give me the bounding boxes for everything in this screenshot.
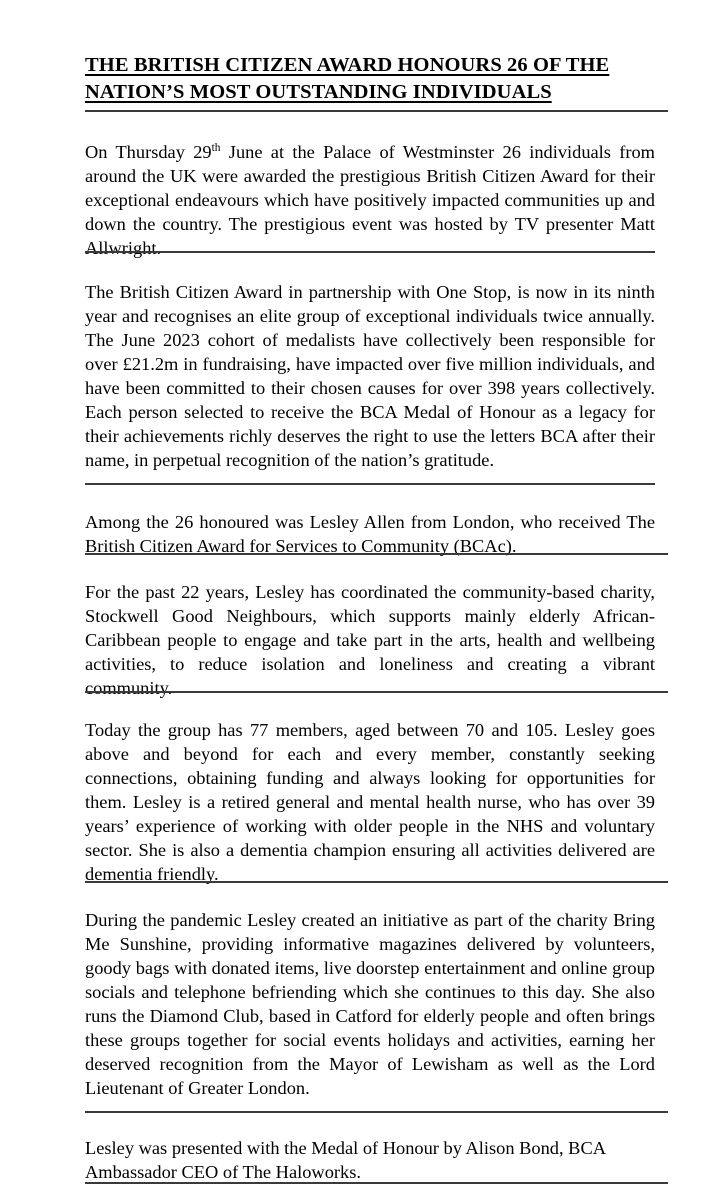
paragraph-7: Lesley was presented with the Medal of Honour by Alison Bond, BCA Ambassador CEO of The Haloworks. [85, 1138, 605, 1182]
paragraph-2-divider [85, 483, 655, 485]
paragraph-6-divider [85, 1111, 668, 1113]
ordinal-suffix: th [211, 141, 221, 154]
title-divider [85, 110, 668, 112]
paragraph-1-body: June at the Palace of Westminster 26 individuals from around the UK were awarded the prestigious British Citizen Award for their exceptional endeavours which have positively impacted communities up and down the country. The prestigious event was hosted by TV presenter Matt Allwright. [85, 142, 655, 258]
paragraph-6: During the pandemic Lesley created an initiative as part of the charity Bring Me Sunshine, providing informative magazines delivered by volunteers, goody bags with donated items, live doorstep entertainment and online group socials and telephone befriending which she continues to this day. She also runs the Diamond Club, based in Catford for elderly people and often brings these groups together for social events holidays and activities, earning her deserved recognition from the Mayor of Lewisham as well as the Lord Lieutenant of Greater London. [85, 910, 655, 1098]
paragraph-1 [85, 140, 655, 260]
paragraph-4-divider [85, 691, 668, 693]
paragraph-1-divider [85, 251, 655, 253]
page-title: THE BRITISH CITIZEN AWARD HONOURS 26 OF THE NATION’S MOST OUTSTANDING INDIVIDUALS [85, 54, 610, 103]
paragraph-5-divider [85, 881, 668, 883]
paragraph-7-divider [85, 1182, 668, 1184]
paragraph-3: Among the 26 honoured was Lesley Allen from London, who received The British Citizen Award for Services to Community (BCAc). [85, 512, 655, 556]
paragraph-2: The British Citizen Award in partnership with One Stop, is now in its ninth year and recognises an elite group of exceptional individuals twice annually. The June 2023 cohort of medalists have collectively been responsible for over £21.2m in fundraising, have impacted over five million individuals, and have been committed to their chosen causes for over 398 years collectively. Each person selected to receive the BCA Medal of Honour as a legacy for their achievements richly deserves the right to use the letters BCA after their name, in perpetual recognition of the nation’s gratitude. [85, 282, 655, 470]
paragraph-3-divider [85, 553, 668, 555]
paragraph-1-date-prefix: On Thursday 29 [85, 142, 212, 162]
paragraph-4: For the past 22 years, Lesley has coordinated the community-based charity, Stockwell Good Neighbours, which supports mainly elderly African-Caribbean people to engage and take part in the arts, health and wellbeing activities, to reduce isolation and loneliness and creating a vibrant community. [85, 582, 655, 698]
paragraph-5: Today the group has 77 members, aged between 70 and 105. Lesley goes above and beyond for each and every member, constantly seeking connections, obtaining funding and always looking for opportunities for them. Lesley is a retired general and mental health nurse, who has over 39 years’ experience of working with older people in the NHS and voluntary sector. She is also a dementia champion ensuring all activities delivered are dementia friendly. [85, 720, 655, 884]
